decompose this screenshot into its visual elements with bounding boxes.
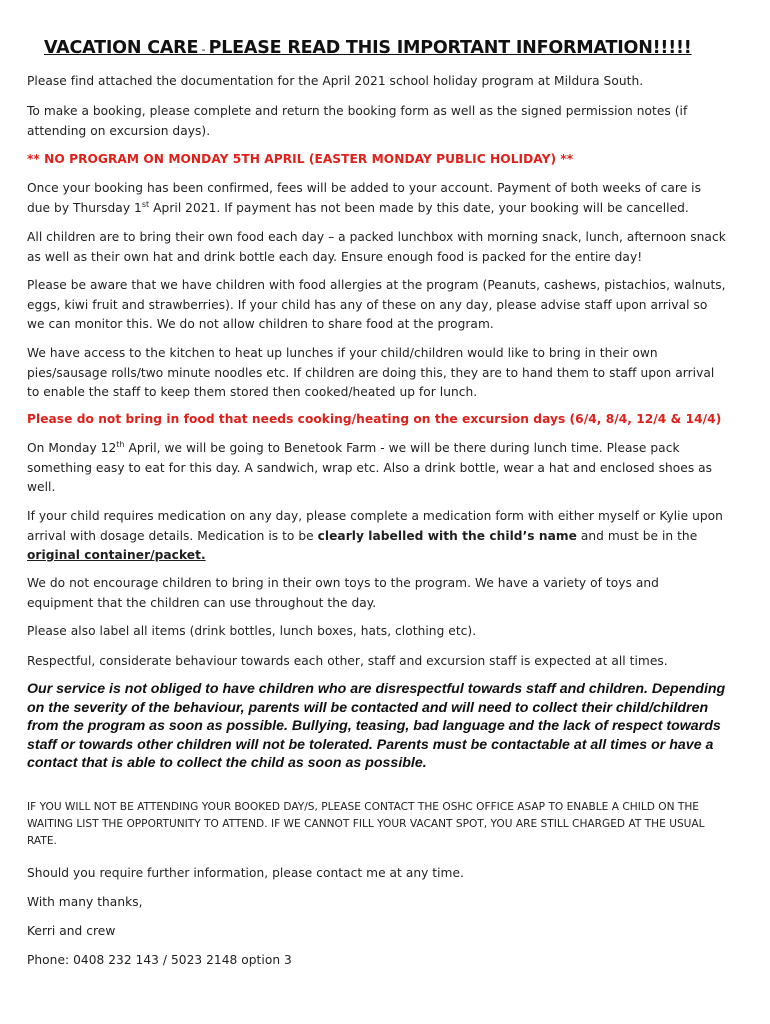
closing-line-2: With many thanks,: [27, 895, 143, 909]
title-part1: VACATION CARE: [44, 38, 199, 58]
medication-underlined: original container/packet.: [27, 548, 206, 562]
payment-text-a: Once your booking has been confirmed, fees will be added to your account. Payment of both weeks of care is due by Thursday 1: [27, 181, 702, 215]
signoff: Kerri and crew: [27, 924, 116, 938]
medication-bold: clearly labelled with the child’s name: [317, 528, 577, 543]
behaviour-expectation-paragraph: Respectful, considerate behaviour towards each other, staff and excursion staff is expected at all times.: [27, 654, 668, 668]
food-paragraph: All children are to bring their own food each day – a packed lunchbox with morning snack, lunch, afternoon snack as well as their own hat and drink bottle each day. Ensure enough food is packed for the entire day!: [27, 230, 726, 264]
closing-line-1: Should you require further information, please contact me at any time.: [27, 866, 464, 880]
payment-sup: st: [141, 199, 150, 209]
label-items-paragraph: Please also label all items (drink bottles, lunch boxes, hats, clothing etc).: [27, 624, 477, 638]
toys-paragraph: We do not encourage children to bring in their own toys to the program. We have a variety of toys and equipment that the children can use throughout the day.: [27, 576, 659, 610]
medication-text-a: If your child requires medication on any day, please complete a medication form with either myself or Kylie upon arrival with dosage details. Medication is to be: [27, 509, 723, 543]
farm-text-a: On Monday 12: [27, 441, 117, 455]
farm-text-b: April, we will be going to Benetook Farm - we will be there during lunch time. Please pack something easy to eat for this day. A sandwich, wrap etc. Also a drink bottle, wear a hat and enclosed shoes as well.: [27, 441, 713, 494]
farm-paragraph: [27, 439, 727, 498]
easter-notice: ** NO PROGRAM ON MONDAY 5TH APRIL (EASTER MONDAY PUBLIC HOLIDAY) **: [27, 152, 574, 166]
kitchen-paragraph: We have access to the kitchen to heat up lunches if your child/children would like to bring in their own pies/sausage rolls/two minute noodles etc. If children are doing this, they are to hand them to staff upon arrival to enable the staff to keep them stored then cooked/heated up for lunch.: [27, 346, 715, 399]
phone-line: Phone: 0408 232 143 / 5023 2148 option 3: [27, 953, 292, 967]
farm-sup: th: [116, 439, 125, 449]
behaviour-notice: Our service is not obliged to have children who are disrespectful towards staff and children. Depending on the severity of the behaviour, parents will be contacted and will need to collect their child/children from the program as soon as possible. Bullying, teasing, bad language and the lack of respect towards staff or towards other children will not be tolerated. Parents must be contactable at all times or have a contact that is able to collect the child as soon as possible.: [27, 681, 726, 772]
intro-paragraph: Please find attached the documentation for the April 2021 school holiday program at Mildura South.: [27, 74, 644, 88]
title-part2: PLEASE READ THIS IMPORTANT INFORMATION!!!!!: [208, 38, 692, 58]
allergies-paragraph: Please be aware that we have children with food allergies at the program (Peanuts, cashews, pistachios, walnuts, eggs, kiwi fruit and strawberries). If your child has any of these on any day, please advise staff upon arrival so we can monitor this. We do not allow children to share food at the program.: [27, 278, 726, 331]
medication-paragraph: [27, 507, 727, 566]
payment-text-b: April 2021. If payment has not been made by this date, your booking will be cancelled.: [149, 200, 689, 215]
title-dash: -: [198, 43, 209, 56]
booking-paragraph: To make a booking, please complete and return the booking form as well as the signed permission notes (if attending on excursion days).: [27, 104, 688, 138]
page-title: [44, 38, 734, 58]
medication-text-b: and must be in the: [576, 528, 698, 543]
attendance-notice: IF YOU WILL NOT BE ATTENDING YOUR BOOKED DAY/S, PLEASE CONTACT THE OSHC OFFICE ASAP TO ENABLE A CHILD ON THE WAITING LIST THE OPPORTUNITY TO ATTEND. IF WE CANNOT FILL YOUR VACANT SPOT, YOU ARE STILL CHARGED AT THE USUAL RATE.: [27, 801, 705, 847]
payment-paragraph: [27, 179, 727, 218]
excursion-food-notice: Please do not bring in food that needs cooking/heating on the excursion days (6/4, 8/4, 12/4 & 14/4): [27, 412, 722, 426]
